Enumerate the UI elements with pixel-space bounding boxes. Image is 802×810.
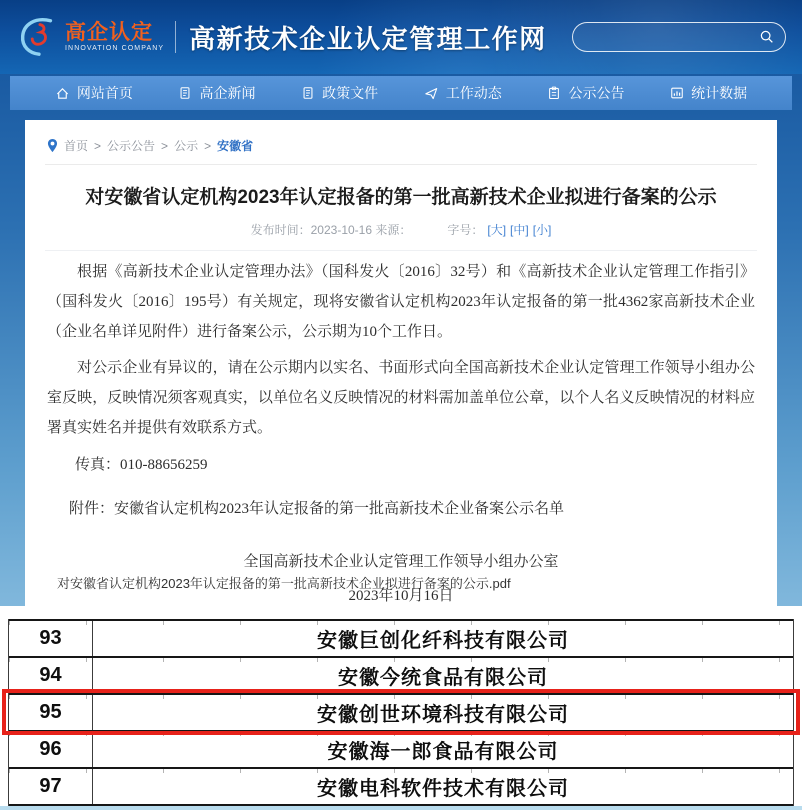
- row-number-cell: 97: [9, 769, 93, 804]
- article-card: [25, 120, 777, 606]
- main-nav: [10, 76, 792, 110]
- nav-item-label: 政策文件: [322, 85, 379, 101]
- issuing-office: 全国高新技术企业认定管理工作领导小组办公室: [243, 554, 559, 570]
- company-name-cell: 安徽巨创化纤科技有限公司: [317, 630, 569, 652]
- table-row-highlighted: [9, 693, 793, 730]
- logo-en-label: INNOVATION COMPANY: [65, 45, 165, 52]
- breadcrumb-separator: >: [204, 138, 212, 153]
- font-size-medium-button[interactable]: [中]: [510, 223, 529, 237]
- search-input[interactable]: [583, 29, 759, 46]
- row-number-cell: 93: [9, 621, 93, 656]
- table-row: [9, 730, 793, 767]
- table-row: [9, 767, 793, 806]
- announcement-clipboard-icon: [547, 86, 561, 100]
- nav-item-label: 高企新闻: [199, 85, 256, 101]
- row-number-cell: 95: [9, 695, 93, 730]
- breadcrumb-current-anhui[interactable]: 安徽省: [217, 139, 254, 153]
- logo-swoosh-icon: [16, 15, 60, 59]
- policy-doc-icon: [301, 86, 315, 100]
- location-pin-icon: [47, 139, 58, 153]
- article-body: [45, 257, 757, 609]
- company-list-section: [0, 606, 802, 806]
- table-row: [9, 656, 793, 693]
- nav-item-label: 统计数据: [691, 85, 748, 101]
- logo-text: [65, 22, 164, 52]
- meta-divider: [45, 250, 757, 251]
- nav-item-news[interactable]: [178, 83, 255, 103]
- site-title: 高新技术企业认定管理工作网: [189, 23, 547, 54]
- nav-item-home[interactable]: [55, 83, 133, 103]
- row-number-cell: 94: [9, 658, 93, 693]
- paragraph-objection: 对公示企业有异议的，请在公示期内以实名、书面形式向全国高新技术企业认定管理工作领导小组办公室反映，反映情况须客观真实，以单位名义反映情况的材料需加盖单位公章，以个人名义反映情况的材料应署真实姓名并提供有效联系方式。: [47, 360, 755, 436]
- table-row: [9, 619, 793, 656]
- publish-info: 发布时间：2023-10-16 来源：: [250, 223, 412, 237]
- nav-item-statistics[interactable]: [670, 83, 747, 103]
- company-name-cell: 安徽海一郎食品有限公司: [327, 741, 559, 763]
- company-name-cell: 安徽创世环境科技有限公司: [317, 704, 569, 726]
- home-icon: [55, 86, 70, 101]
- breadcrumb-announcements[interactable]: 公示公告: [107, 139, 156, 153]
- nav-item-label: 工作动态: [445, 85, 502, 101]
- issue-date: 2023年10月16日: [348, 588, 454, 604]
- article-title: 对安徽省认定机构2023年认定报备的第一批高新技术企业拟进行备案的公示: [85, 187, 717, 208]
- row-number-cell: 96: [9, 732, 93, 767]
- company-name-cell: 安徽今统食品有限公司: [338, 667, 548, 689]
- breadcrumb-separator: >: [161, 138, 169, 153]
- news-doc-icon: [178, 86, 192, 100]
- company-name-cell: 安徽电科软件技术有限公司: [317, 778, 569, 800]
- stats-chart-icon: [670, 86, 684, 100]
- nav-item-policy[interactable]: [301, 83, 378, 103]
- header-divider: [175, 21, 176, 53]
- font-size-label: 字号：: [447, 223, 484, 237]
- site-header: [0, 0, 802, 74]
- font-size-small-button[interactable]: [小]: [532, 223, 552, 237]
- font-size-large-button[interactable]: [大]: [487, 223, 507, 237]
- nav-item-announcements[interactable]: [547, 83, 624, 103]
- nav-item-label: 网站首页: [76, 85, 133, 101]
- send-icon: [424, 86, 439, 101]
- company-table: [8, 619, 794, 806]
- search-icon[interactable]: [759, 29, 775, 45]
- nav-item-label: 公示公告: [568, 85, 625, 101]
- nav-item-updates[interactable]: [424, 83, 502, 103]
- fax-line: 传真：010-88656259: [75, 457, 208, 473]
- search-box[interactable]: [572, 22, 786, 52]
- paragraph-basis: 根据《高新技术企业认定管理办法》（国科发火〔2016〕32号）和《高新技术企业认定管理工作指引》（国科发火〔2016〕195号）有关规定，现将安徽省认定机构2023年认定报备的第一批4362家高新技术企业（企业名单详见附件）进行备案公示，公示期为10个工作日。: [47, 264, 755, 340]
- pdf-attachment-link[interactable]: 对安徽省认定机构2023年认定报备的第一批高新技术企业拟进行备案的公示.pdf: [57, 576, 511, 591]
- attachment-line[interactable]: 附件：安徽省认定机构2023年认定报备的第一批高新技术企业备案公示名单: [69, 501, 565, 517]
- breadcrumb-separator: >: [94, 138, 102, 153]
- breadcrumb-public-notice[interactable]: 公示: [174, 139, 199, 153]
- site-logo[interactable]: [16, 15, 164, 59]
- breadcrumb: [45, 132, 757, 165]
- logo-cn-label: 高企认定: [65, 21, 153, 44]
- breadcrumb-home[interactable]: 首页: [64, 139, 89, 153]
- article-meta: [45, 221, 757, 238]
